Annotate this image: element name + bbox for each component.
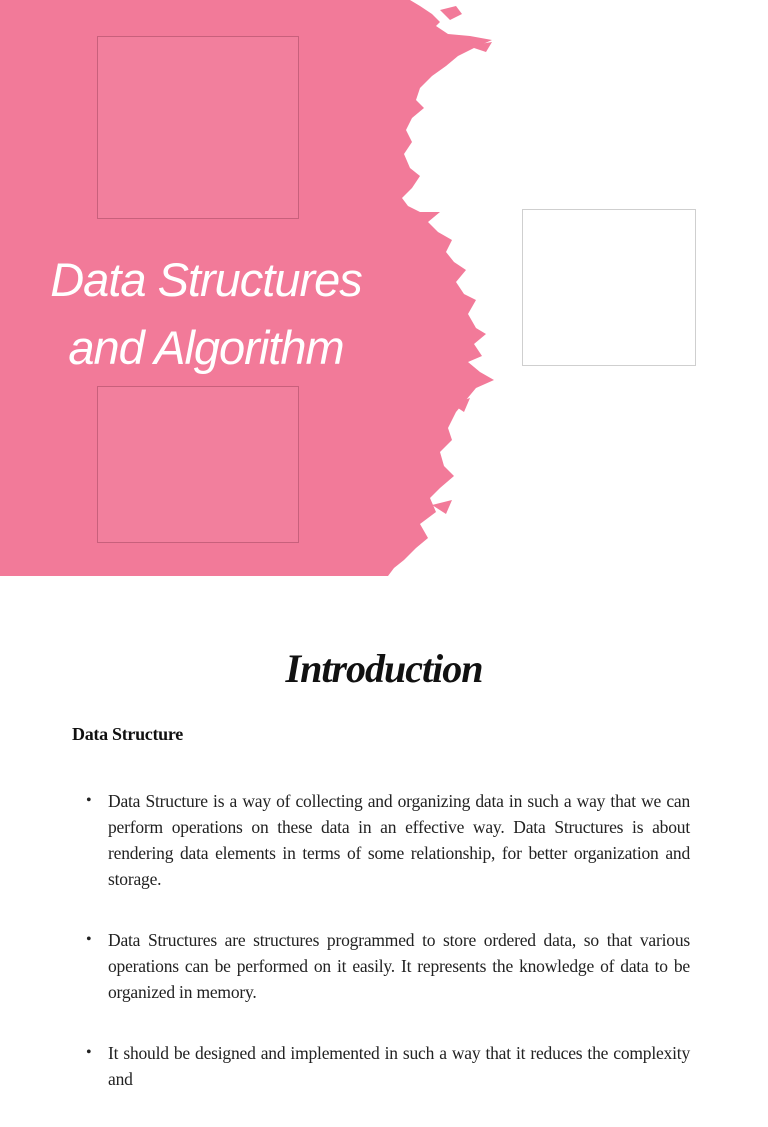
- bullet-item: [82, 1040, 690, 1092]
- cover-title-line-2: and Algorithm: [68, 321, 344, 374]
- bullet-item: [82, 788, 690, 892]
- bullet-icon: •: [86, 931, 92, 948]
- bullet-icon: •: [86, 1044, 92, 1061]
- bullet-icon: •: [86, 792, 92, 809]
- bullet-text: Data Structures are structures programmed to store ordered data, so that various operations can be performed on it easily. It represents the knowledge of data to be organized in memory.: [108, 930, 690, 1002]
- bullet-list: [82, 788, 690, 1127]
- bullet-item: [82, 927, 690, 1005]
- section-label: Data Structure: [72, 724, 183, 744]
- bullet-text: Data Structure is a way of collecting and organizing data in such a way that we can perform operations on these data in an effective way. Data Structures is about rendering data elements in terms of some relationship, for better organization and storage.: [108, 791, 690, 889]
- decorative-frame-right: [522, 209, 696, 366]
- decorative-frame-top: [97, 36, 299, 219]
- intro-slide: [0, 576, 768, 1089]
- cover-title: [20, 246, 392, 382]
- decorative-frame-bottom: [97, 386, 299, 543]
- bullet-text: It should be designed and implemented in such a way that it reduces the complexity and: [108, 1043, 690, 1089]
- intro-heading: Introduction: [285, 646, 483, 691]
- cover-title-line-1: Data Structures: [50, 253, 362, 306]
